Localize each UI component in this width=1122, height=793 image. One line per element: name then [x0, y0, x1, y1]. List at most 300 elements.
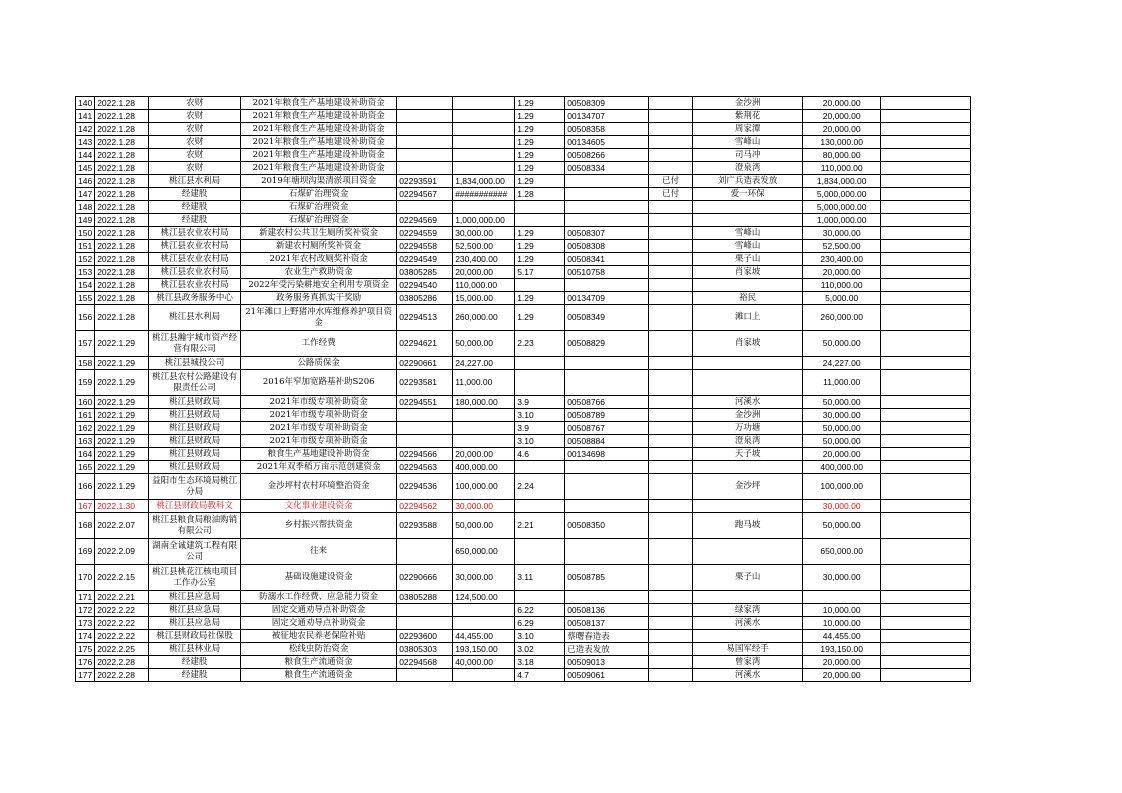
project-cell: 2021年市级专项补助资金: [241, 409, 397, 422]
date-cell: 2022.2.21: [95, 591, 149, 604]
amount-cell: 400,000.00: [453, 461, 515, 474]
allocated-amount-cell: 24,227.00: [803, 357, 881, 370]
paid-status-cell: [649, 461, 693, 474]
recipient-cell: 易国军经手: [693, 643, 803, 656]
allocated-amount-cell: 30,000.00: [803, 409, 881, 422]
doc-code-cell: 02294562: [397, 500, 453, 513]
amount-cell: 44,455.00: [453, 630, 515, 643]
voucher-cell: 3.9: [515, 396, 565, 409]
row-number: 144: [76, 149, 95, 162]
blank-cell: [881, 162, 971, 175]
blank-cell: [881, 643, 971, 656]
blank-cell: [881, 435, 971, 448]
allocated-amount-cell: 52,500.00: [803, 240, 881, 253]
row-number: 164: [76, 448, 95, 461]
voucher-cell: 1.29: [515, 292, 565, 305]
project-cell: 固定交通劝导点补助资金: [241, 604, 397, 617]
recipient-cell: 肖家坡: [693, 266, 803, 279]
date-cell: 2022.1.28: [95, 266, 149, 279]
amount-cell: ###########: [453, 188, 515, 201]
amount-cell: [453, 409, 515, 422]
doc-code-cell: 02294621: [397, 331, 453, 357]
project-cell: 2021年粮食生产基地建设补助资金: [241, 110, 397, 123]
unit-cell: 桃江县桃花江核电项目工作办公室: [149, 565, 241, 591]
project-cell: 往来: [241, 539, 397, 565]
row-number: 158: [76, 357, 95, 370]
recipient-cell: 河溪水: [693, 617, 803, 630]
table-row: [76, 422, 971, 435]
allocated-amount-cell: 260,000.00: [803, 305, 881, 331]
blank-cell: [881, 630, 971, 643]
unit-cell: 桃江县财政局: [149, 448, 241, 461]
allocated-amount-cell: 130,000.00: [803, 136, 881, 149]
project-cell: 松线虫防治资金: [241, 643, 397, 656]
doc-code-cell: 02290666: [397, 565, 453, 591]
doc-code-cell: 03805303: [397, 643, 453, 656]
recipient-cell: 绿家湾: [693, 604, 803, 617]
project-cell: 固定交通劝导点补助资金: [241, 617, 397, 630]
voucher-cell: 1.29: [515, 305, 565, 331]
recipient-cell: [693, 370, 803, 396]
recipient-cell: [693, 630, 803, 643]
amount-cell: [453, 422, 515, 435]
recipient-cell: 刘广兵造表发放: [693, 175, 803, 188]
allocated-amount-cell: 80,000.00: [803, 149, 881, 162]
table-row: [76, 604, 971, 617]
voucher-cell: 3.02: [515, 643, 565, 656]
amount-cell: [453, 201, 515, 214]
blank-cell: [881, 539, 971, 565]
doc-code-cell: 02294559: [397, 227, 453, 240]
amount-cell: 20,000.00: [453, 448, 515, 461]
allocated-amount-cell: 20,000.00: [803, 97, 881, 110]
project-cell: 金沙坪村农村环境整治资金: [241, 474, 397, 500]
amount-cell: 50,000.00: [453, 331, 515, 357]
date-cell: 2022.1.28: [95, 175, 149, 188]
doc-code-cell: 03805286: [397, 292, 453, 305]
project-cell: 新建农村公共卫生厕所奖补资金: [241, 227, 397, 240]
doc-code-cell: 03805288: [397, 591, 453, 604]
ledger-body: [76, 97, 971, 682]
project-cell: 2021年双季稻万亩示范创建资金: [241, 461, 397, 474]
row-number: 172: [76, 604, 95, 617]
table-row: [76, 201, 971, 214]
table-row: [76, 435, 971, 448]
paid-status-cell: 已付: [649, 175, 693, 188]
date-cell: 2022.1.28: [95, 123, 149, 136]
unit-cell: 经建股: [149, 214, 241, 227]
amount-cell: 11,000.00: [453, 370, 515, 396]
unit-cell: 经建股: [149, 201, 241, 214]
unit-cell: 经建股: [149, 188, 241, 201]
allocated-amount-cell: 20,000.00: [803, 656, 881, 669]
paid-status-cell: [649, 331, 693, 357]
serial-cell: 00508308: [565, 240, 649, 253]
row-number: 170: [76, 565, 95, 591]
blank-cell: [881, 396, 971, 409]
amount-cell: [453, 617, 515, 630]
unit-cell: 桃江县财政局: [149, 422, 241, 435]
paid-status-cell: [649, 669, 693, 682]
date-cell: 2022.2.07: [95, 513, 149, 539]
blank-cell: [881, 461, 971, 474]
row-number: 176: [76, 656, 95, 669]
row-number: 157: [76, 331, 95, 357]
table-row: [76, 123, 971, 136]
recipient-cell: 栗子山: [693, 565, 803, 591]
row-number: 142: [76, 123, 95, 136]
row-number: 152: [76, 253, 95, 266]
blank-cell: [881, 617, 971, 630]
recipient-cell: [693, 214, 803, 227]
paid-status-cell: [649, 227, 693, 240]
table-row: [76, 513, 971, 539]
paid-status-cell: [649, 435, 693, 448]
unit-cell: 桃江县政务服务中心: [149, 292, 241, 305]
amount-cell: 52,500.00: [453, 240, 515, 253]
voucher-cell: [515, 500, 565, 513]
paid-status-cell: 已付: [649, 188, 693, 201]
date-cell: 2022.1.29: [95, 448, 149, 461]
doc-code-cell: [397, 123, 453, 136]
doc-code-cell: 02294566: [397, 448, 453, 461]
row-number: 168: [76, 513, 95, 539]
project-cell: 石煤矿治理资金: [241, 214, 397, 227]
unit-cell: 桃江县林业局: [149, 643, 241, 656]
date-cell: 2022.1.29: [95, 409, 149, 422]
allocated-amount-cell: 5,000,000.00: [803, 201, 881, 214]
unit-cell: 桃江县财政局: [149, 435, 241, 448]
paid-status-cell: [649, 292, 693, 305]
project-cell: 2021年粮食生产基地建设补助资金: [241, 149, 397, 162]
voucher-cell: 1.28: [515, 188, 565, 201]
recipient-cell: [693, 461, 803, 474]
recipient-cell: 金沙洲: [693, 97, 803, 110]
voucher-cell: 1.29: [515, 253, 565, 266]
row-number: 161: [76, 409, 95, 422]
blank-cell: [881, 175, 971, 188]
recipient-cell: 栗子山: [693, 253, 803, 266]
allocated-amount-cell: 400,000.00: [803, 461, 881, 474]
paid-status-cell: [649, 97, 693, 110]
serial-cell: [565, 500, 649, 513]
date-cell: 2022.1.28: [95, 149, 149, 162]
recipient-cell: 澄泉湾: [693, 162, 803, 175]
blank-cell: [881, 149, 971, 162]
serial-cell: 00508341: [565, 253, 649, 266]
allocated-amount-cell: 193,150.00: [803, 643, 881, 656]
row-number: 175: [76, 643, 95, 656]
blank-cell: [881, 214, 971, 227]
date-cell: 2022.1.30: [95, 500, 149, 513]
date-cell: 2022.1.28: [95, 240, 149, 253]
doc-code-cell: [397, 136, 453, 149]
serial-cell: [565, 474, 649, 500]
blank-cell: [881, 227, 971, 240]
doc-code-cell: 02294568: [397, 656, 453, 669]
row-number: 145: [76, 162, 95, 175]
doc-code-cell: 02293588: [397, 513, 453, 539]
serial-cell: 已造表发放: [565, 643, 649, 656]
project-cell: 粮食生产流通资金: [241, 656, 397, 669]
recipient-cell: 天子坡: [693, 448, 803, 461]
unit-cell: 桃江县农业农村局: [149, 240, 241, 253]
row-number: 177: [76, 669, 95, 682]
date-cell: 2022.2.22: [95, 617, 149, 630]
date-cell: 2022.2.09: [95, 539, 149, 565]
amount-cell: [453, 149, 515, 162]
project-cell: 2021年粮食生产基地建设补助资金: [241, 162, 397, 175]
paid-status-cell: [649, 136, 693, 149]
paid-status-cell: [649, 448, 693, 461]
unit-cell: 经建股: [149, 656, 241, 669]
blank-cell: [881, 266, 971, 279]
blank-cell: [881, 331, 971, 357]
amount-cell: 124,500.00: [453, 591, 515, 604]
doc-code-cell: [397, 617, 453, 630]
serial-cell: 00508785: [565, 565, 649, 591]
date-cell: 2022.1.28: [95, 292, 149, 305]
allocated-amount-cell: 50,000.00: [803, 435, 881, 448]
blank-cell: [881, 305, 971, 331]
date-cell: 2022.2.28: [95, 669, 149, 682]
recipient-cell: 跑马坡: [693, 513, 803, 539]
row-number: 159: [76, 370, 95, 396]
amount-cell: 230,400.00: [453, 253, 515, 266]
table-row: [76, 500, 971, 513]
serial-cell: 00509013: [565, 656, 649, 669]
blank-cell: [881, 448, 971, 461]
table-row: [76, 279, 971, 292]
unit-cell: 桃江县农业农村局: [149, 279, 241, 292]
project-cell: 21年滩口上野猪冲水库维修养护项目资金: [241, 305, 397, 331]
amount-cell: 100,000.00: [453, 474, 515, 500]
voucher-cell: 3.18: [515, 656, 565, 669]
paid-status-cell: [649, 110, 693, 123]
paid-status-cell: [649, 279, 693, 292]
project-cell: 2021年农村改厕奖补资金: [241, 253, 397, 266]
amount-cell: 1,834,000.00: [453, 175, 515, 188]
blank-cell: [881, 240, 971, 253]
project-cell: 公路质保金: [241, 357, 397, 370]
paid-status-cell: [649, 565, 693, 591]
date-cell: 2022.1.28: [95, 97, 149, 110]
doc-code-cell: [397, 669, 453, 682]
table-row: [76, 227, 971, 240]
project-cell: 2019年塘坝沟渠清淤项目资金: [241, 175, 397, 188]
row-number: 165: [76, 461, 95, 474]
serial-cell: 00508358: [565, 123, 649, 136]
date-cell: 2022.1.29: [95, 370, 149, 396]
project-cell: 2021年市级专项补助资金: [241, 396, 397, 409]
row-number: 148: [76, 201, 95, 214]
date-cell: 2022.1.29: [95, 422, 149, 435]
unit-cell: 桃江县农村公路建设有限责任公司: [149, 370, 241, 396]
paid-status-cell: [649, 253, 693, 266]
date-cell: 2022.1.28: [95, 110, 149, 123]
project-cell: 2021年粮食生产基地建设补助资金: [241, 136, 397, 149]
voucher-cell: 1.29: [515, 136, 565, 149]
blank-cell: [881, 474, 971, 500]
serial-cell: [565, 461, 649, 474]
row-number: 163: [76, 435, 95, 448]
allocated-amount-cell: 100,000.00: [803, 474, 881, 500]
serial-cell: 00508307: [565, 227, 649, 240]
unit-cell: 湖南全诚建筑工程有限公司: [149, 539, 241, 565]
project-cell: 政务服务真抓实干奖励: [241, 292, 397, 305]
project-cell: 粮食生产流通资金: [241, 669, 397, 682]
allocated-amount-cell: 1,834,000.00: [803, 175, 881, 188]
row-number: 173: [76, 617, 95, 630]
project-cell: 被征地农民养老保险补贴: [241, 630, 397, 643]
amount-cell: [453, 136, 515, 149]
date-cell: 2022.2.22: [95, 604, 149, 617]
paid-status-cell: [649, 643, 693, 656]
row-number: 156: [76, 305, 95, 331]
project-cell: 2021年市级专项补助资金: [241, 422, 397, 435]
unit-cell: 农财: [149, 136, 241, 149]
recipient-cell: 雪峰山: [693, 136, 803, 149]
amount-cell: [453, 123, 515, 136]
amount-cell: [453, 669, 515, 682]
date-cell: 2022.1.28: [95, 136, 149, 149]
paid-status-cell: [649, 214, 693, 227]
table-row: [76, 149, 971, 162]
paid-status-cell: [649, 396, 693, 409]
allocated-amount-cell: 5,000,000.00: [803, 188, 881, 201]
voucher-cell: 3.9: [515, 422, 565, 435]
blank-cell: [881, 604, 971, 617]
project-cell: 2021年市级专项补助资金: [241, 435, 397, 448]
paid-status-cell: [649, 266, 693, 279]
amount-cell: 24,227.00: [453, 357, 515, 370]
unit-cell: 桃江县财政局社保股: [149, 630, 241, 643]
allocated-amount-cell: 230,400.00: [803, 253, 881, 266]
date-cell: 2022.2.28: [95, 656, 149, 669]
paid-status-cell: [649, 617, 693, 630]
amount-cell: 50,000.00: [453, 513, 515, 539]
date-cell: 2022.2.15: [95, 565, 149, 591]
doc-code-cell: [397, 539, 453, 565]
amount-cell: 110,000.00: [453, 279, 515, 292]
doc-code-cell: 02293600: [397, 630, 453, 643]
date-cell: 2022.1.29: [95, 357, 149, 370]
allocated-amount-cell: 30,000.00: [803, 500, 881, 513]
doc-code-cell: 02294567: [397, 188, 453, 201]
project-cell: 2021年粮食生产基地建设补助资金: [241, 97, 397, 110]
paid-status-cell: [649, 422, 693, 435]
table-row: [76, 539, 971, 565]
voucher-cell: 6.22: [515, 604, 565, 617]
voucher-cell: 3.10: [515, 409, 565, 422]
unit-cell: 桃江县财政局: [149, 461, 241, 474]
serial-cell: 00508766: [565, 396, 649, 409]
serial-cell: 00508137: [565, 617, 649, 630]
blank-cell: [881, 513, 971, 539]
serial-cell: 00508349: [565, 305, 649, 331]
recipient-cell: [693, 591, 803, 604]
unit-cell: 桃江县农业农村局: [149, 227, 241, 240]
blank-cell: [881, 591, 971, 604]
doc-code-cell: 02294540: [397, 279, 453, 292]
paid-status-cell: [649, 604, 693, 617]
allocated-amount-cell: 11,000.00: [803, 370, 881, 396]
amount-cell: 260,000.00: [453, 305, 515, 331]
amount-cell: [453, 604, 515, 617]
table-row: [76, 630, 971, 643]
doc-code-cell: 02290661: [397, 357, 453, 370]
serial-cell: 00509061: [565, 669, 649, 682]
date-cell: 2022.1.28: [95, 214, 149, 227]
date-cell: 2022.1.28: [95, 201, 149, 214]
allocated-amount-cell: 10,000.00: [803, 604, 881, 617]
blank-cell: [881, 201, 971, 214]
recipient-cell: [693, 279, 803, 292]
serial-cell: [565, 175, 649, 188]
amount-cell: [453, 435, 515, 448]
voucher-cell: 4.6: [515, 448, 565, 461]
recipient-cell: 雪峰山: [693, 240, 803, 253]
allocated-amount-cell: 44,455.00: [803, 630, 881, 643]
voucher-cell: 3.10: [515, 630, 565, 643]
unit-cell: 桃江县农业农村局: [149, 253, 241, 266]
row-number: 140: [76, 97, 95, 110]
doc-code-cell: [397, 110, 453, 123]
doc-code-cell: 02294549: [397, 253, 453, 266]
doc-code-cell: [397, 201, 453, 214]
unit-cell: 益阳市生态环境局桃江分局: [149, 474, 241, 500]
recipient-cell: 澄泉湾: [693, 435, 803, 448]
unit-cell: 农财: [149, 97, 241, 110]
serial-cell: 蔡曙春造表: [565, 630, 649, 643]
recipient-cell: 裕民: [693, 292, 803, 305]
allocated-amount-cell: 50,000.00: [803, 396, 881, 409]
blank-cell: [881, 500, 971, 513]
amount-cell: 30,000.00: [453, 565, 515, 591]
amount-cell: 650,000.00: [453, 539, 515, 565]
table-row: [76, 97, 971, 110]
table-row: [76, 591, 971, 604]
table-row: [76, 461, 971, 474]
recipient-cell: 万功塘: [693, 422, 803, 435]
doc-code-cell: 02293581: [397, 370, 453, 396]
unit-cell: 桃江县农业农村局: [149, 266, 241, 279]
blank-cell: [881, 292, 971, 305]
unit-cell: 桃江县应急局: [149, 617, 241, 630]
unit-cell: 桃江县应急局: [149, 591, 241, 604]
doc-code-cell: [397, 422, 453, 435]
paid-status-cell: [649, 240, 693, 253]
paid-status-cell: [649, 357, 693, 370]
allocated-amount-cell: 650,000.00: [803, 539, 881, 565]
doc-code-cell: [397, 409, 453, 422]
paid-status-cell: [649, 149, 693, 162]
date-cell: 2022.1.29: [95, 474, 149, 500]
table-row: [76, 331, 971, 357]
serial-cell: 00134709: [565, 292, 649, 305]
allocated-amount-cell: 30,000.00: [803, 227, 881, 240]
table-row: [76, 370, 971, 396]
date-cell: 2022.2.22: [95, 630, 149, 643]
unit-cell: 桃江县财政局: [149, 409, 241, 422]
doc-code-cell: [397, 162, 453, 175]
unit-cell: 桃江县水利局: [149, 175, 241, 188]
recipient-cell: 河溪水: [693, 396, 803, 409]
voucher-cell: 6.29: [515, 617, 565, 630]
allocated-amount-cell: 50,000.00: [803, 513, 881, 539]
amount-cell: [453, 110, 515, 123]
serial-cell: [565, 201, 649, 214]
